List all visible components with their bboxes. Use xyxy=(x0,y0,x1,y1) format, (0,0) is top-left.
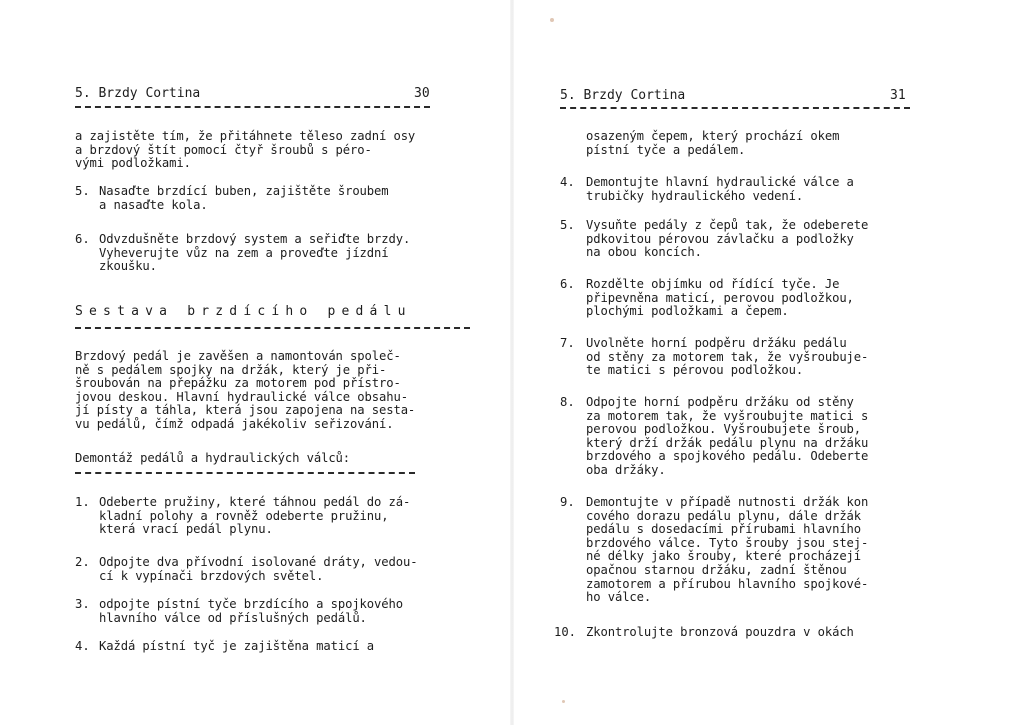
subheading: Demontáž pedálů a hydraulických válců: xyxy=(75,451,351,465)
item-number: 1. xyxy=(75,495,90,509)
page-number: 30 xyxy=(414,86,430,101)
item-number: 7. xyxy=(560,336,575,350)
list-item-text: Odvzdušněte brzdový system a seřiďte brzdy. Vyheverujte vůz na zem a proveďte jízdní zkoušku. xyxy=(99,232,411,274)
paper-speck xyxy=(550,18,554,22)
list-item-text: Odeberte pružiny, které táhnou pedál do zá- kladní polohy a rovněž odeberte pružinu, která vrací pedál plynu. xyxy=(99,495,411,537)
item-number: 4. xyxy=(560,175,575,189)
list-item-text: Odpojte dva přívodní isolované dráty, vedou- cí k vypínači brzdových světel. xyxy=(99,555,418,583)
list-item-text: Uvolněte horní podpěru držáku pedálu od stěny za motorem tak, že vyšroubuje- te matici s pérovou podložkou. xyxy=(586,336,869,378)
item-number: 9. xyxy=(560,495,575,509)
paper-speck xyxy=(562,700,565,703)
list-item-text: Demontujte v případě nutnosti držák kon cového dorazu pedálu plynu, dále držák pedálu s dosedacími přírubami hlavního brzdového válce. Tyto šrouby jsou stej- né délky jako šrouby, které procházejí opačnou starnou držáku, zadní štěnou zamotorem a přírubou hlavního spojkové- ho válce. xyxy=(586,495,869,605)
page-number: 31 xyxy=(890,88,906,103)
item-number: 2. xyxy=(75,555,90,569)
right-page xyxy=(512,0,1024,725)
list-item-text: Každá pístní tyč je zajištěna maticí a xyxy=(99,639,375,653)
section-paragraph: Brzdový pedál je zavěšen a namontován společ- ně s pedálem spojky na držák, který je při- šroubován na přepážku za motorem pod přístro- jovou deskou. Hlavní hydraulické válce obsahu- jí písty a táhla, která jsou zapojena na sesta- vu pedálů, čímž odpadá jakékoliv seřizování. xyxy=(75,349,416,431)
list-item-text: Odpojte horní podpěru držáku od stěny za motorem tak, že vyšroubujte matici s perovou podložkou. Vyšroubujete šroub, který drží držák pedálu plynu na držáku brzdového a spojkového pedálu. Odeberte oba držáky. xyxy=(586,395,869,477)
list-item-text: Vysuňte pedály z čepů tak, že odeberete pdkovitou pérovou závlačku a podložky na obou koncích. xyxy=(586,218,869,260)
list-item-text: Rozdělte objímku od řídící tyče. Je připevněna maticí, perovou podložkou, plochými podložkami a čepem. xyxy=(586,277,854,319)
list-item-text: odpojte pístní tyče brzdícího a spojkového hlavního válce od příslušných pedálů. xyxy=(99,597,403,625)
item-number: 4. xyxy=(75,639,90,653)
item-number: 8. xyxy=(560,395,575,409)
paragraph-continuation: osazeným čepem, který prochází okem pístní tyče a pedálem. xyxy=(586,129,840,157)
item-number: 10. xyxy=(554,625,577,639)
section-title: Sestava brzdícího pedálu xyxy=(75,304,412,319)
header-rule xyxy=(560,107,910,109)
page-header: 5. Brzdy Cortina xyxy=(75,86,201,101)
header-rule xyxy=(75,106,430,108)
item-number: 6. xyxy=(560,277,575,291)
item-number: 6. xyxy=(75,232,90,246)
list-item-text: Nasaďte brzdící buben, zajištěte šroubem a nasaďte kola. xyxy=(99,184,389,212)
paragraph-continuation: a zajistěte tím, že přitáhnete těleso zadní osy a brzdový štít pomocí čtyř šroubů s péro- vými podložkami. xyxy=(75,129,416,171)
item-number: 3. xyxy=(75,597,90,611)
section-rule xyxy=(75,327,470,329)
item-number: 5. xyxy=(560,218,575,232)
list-item-text: Zkontrolujte bronzová pouzdra v okách xyxy=(586,625,854,639)
subheading-rule xyxy=(75,472,415,474)
item-number: 5. xyxy=(75,184,90,198)
page-header: 5. Brzdy Cortina xyxy=(560,88,686,103)
list-item-text: Demontujte hlavní hydraulické válce a trubičky hydraulického vedení. xyxy=(586,175,854,203)
